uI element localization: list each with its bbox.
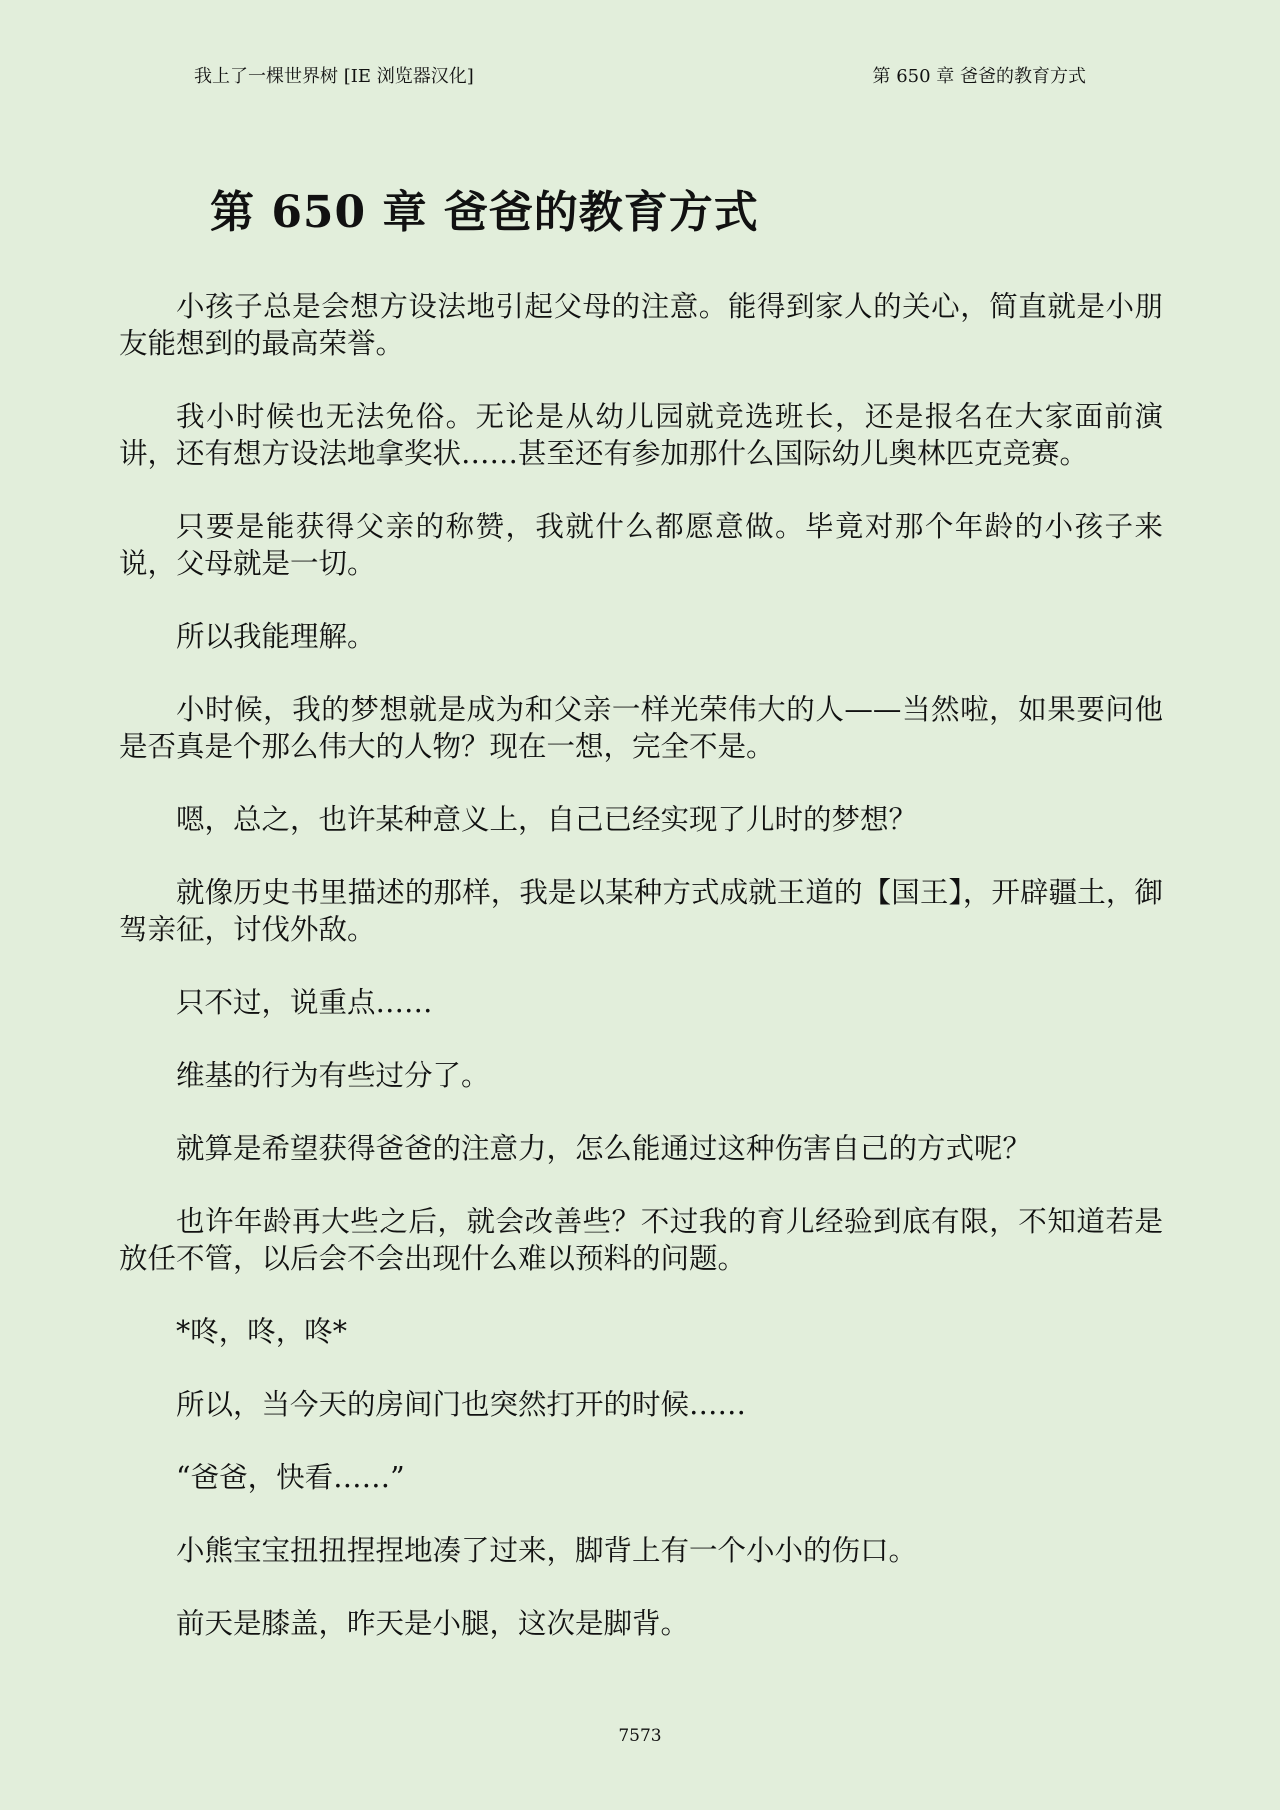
- paragraph: 嗯，总之，也许某种意义上，自己已经实现了儿时的梦想？: [176, 803, 918, 836]
- paragraph: 维基的行为有些过分了。: [176, 1059, 490, 1092]
- paragraph: *咚，咚，咚*: [176, 1315, 348, 1348]
- paragraph: 前天是膝盖，昨天是小腿，这次是脚背。: [176, 1607, 690, 1640]
- paragraph: 我小时候也无法免俗。无论是从幼儿园就竞选班长，还是报名在大家面前演讲，还有想方设法地拿奖状……甚至还有参加那什么国际幼儿奥林匹克竞赛。: [119, 400, 1163, 470]
- page-number: 7573: [618, 1726, 662, 1746]
- running-header-chapter: 第 650 章 爸爸的教育方式: [872, 66, 1086, 87]
- paragraph: 所以我能理解。: [176, 620, 376, 653]
- paragraph: 只不过，说重点……: [176, 986, 433, 1019]
- paragraph: 只要是能获得父亲的称赞，我就什么都愿意做。毕竟对那个年龄的小孩子来说，父母就是一切。: [119, 510, 1163, 580]
- paragraph: 也许年龄再大些之后，就会改善些？不过我的育儿经验到底有限，不知道若是放任不管，以后会不会出现什么难以预料的问题。: [119, 1205, 1163, 1275]
- chapter-title: 第 650 章 爸爸的教育方式: [210, 187, 759, 238]
- paragraph: 小熊宝宝扭扭捏捏地凑了过来，脚背上有一个小小的伤口。: [176, 1534, 918, 1567]
- paragraph: 就像历史书里描述的那样，我是以某种方式成就王道的【国王】，开辟疆土，御驾亲征，讨伐外敌。: [119, 876, 1163, 946]
- paragraph: 小时候，我的梦想就是成为和父亲一样光荣伟大的人——当然啦，如果要问他是否真是个那么伟大的人物？现在一想，完全不是。: [119, 693, 1163, 763]
- paragraph: 所以，当今天的房间门也突然打开的时候……: [176, 1388, 747, 1421]
- paragraph: 小孩子总是会想方设法地引起父母的注意。能得到家人的关心，简直就是小朋友能想到的最高荣誉。: [119, 290, 1163, 360]
- paragraph: “爸爸，快看……”: [176, 1461, 405, 1494]
- running-header-book-title: 我上了一棵世界树 [IE 浏览器汉化]: [194, 66, 474, 87]
- chapter-body: [119, 288, 1163, 1678]
- paragraph: 就算是希望获得爸爸的注意力，怎么能通过这种伤害自己的方式呢？: [176, 1132, 1032, 1165]
